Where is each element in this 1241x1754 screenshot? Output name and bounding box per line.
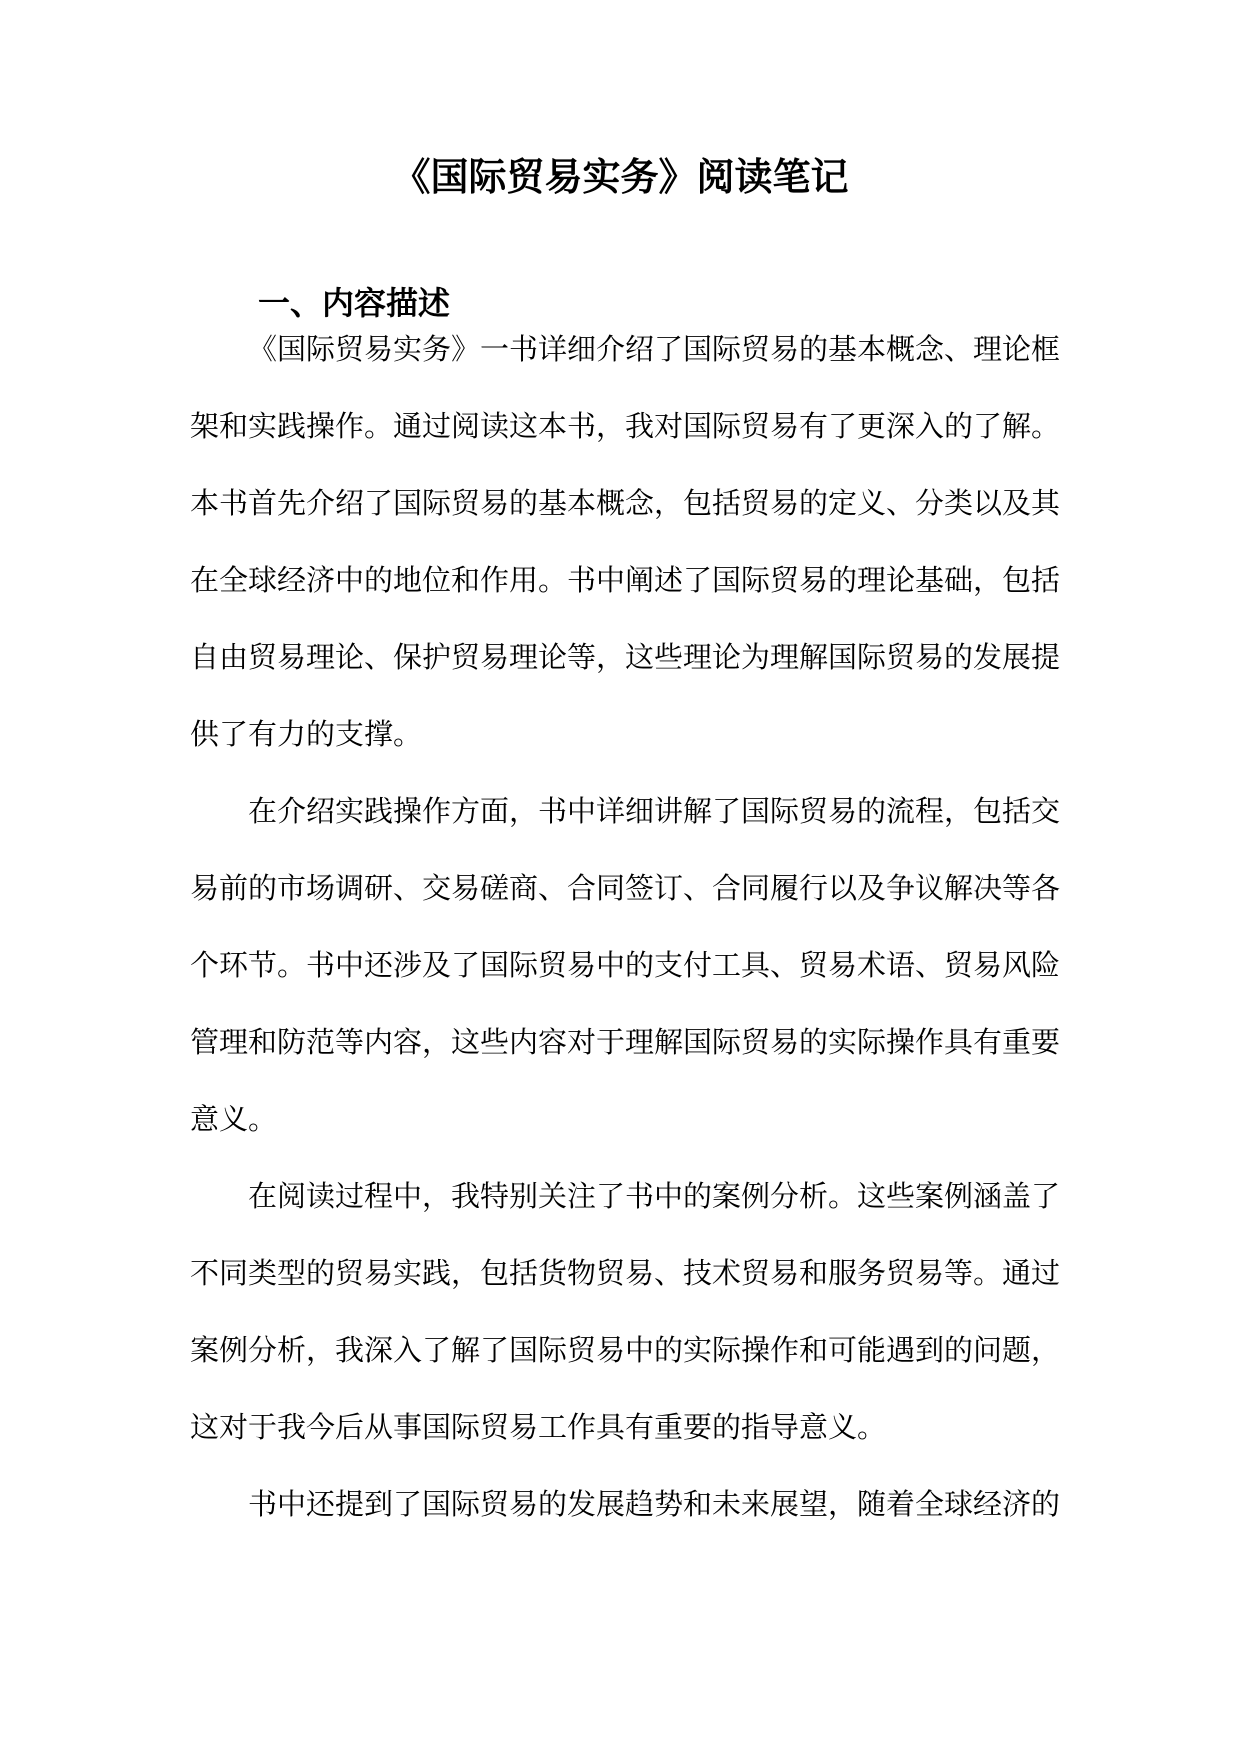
paragraph-line: 书中还提到了国际贸易的发展趋势和未来展望，随着全球经济的 [248, 1487, 1061, 1521]
paragraph-line: 供了有力的支撑。 [190, 717, 423, 751]
paragraph-line: 本书首先介绍了国际贸易的基本概念，包括贸易的定义、分类以及其 [190, 486, 1061, 520]
paragraph-line: 易前的市场调研、交易磋商、合同签订、合同履行以及争议解决等各 [190, 871, 1061, 905]
paragraph-line: 不同类型的贸易实践，包括货物贸易、技术贸易和服务贸易等。通过 [190, 1256, 1061, 1290]
paragraph-line: 案例分析，我深入了解了国际贸易中的实际操作和可能遇到的问题， [190, 1333, 1061, 1367]
paragraph-line: 在阅读过程中，我特别关注了书中的案例分析。这些案例涵盖了 [248, 1179, 1061, 1213]
paragraph-line: 这对于我今后从事国际贸易工作具有重要的指导意义。 [190, 1410, 887, 1444]
paragraph-line: 管理和防范等内容，这些内容对于理解国际贸易的实际操作具有重要 [190, 1025, 1061, 1059]
document-title: 《国际贸易实务》阅读笔记 [392, 155, 849, 199]
section-heading: 一、内容描述 [258, 284, 451, 322]
paragraph-line: 在全球经济中的地位和作用。书中阐述了国际贸易的理论基础，包括 [190, 563, 1061, 597]
paragraph-line: 个环节。书中还涉及了国际贸易中的支付工具、贸易术语、贸易风险 [190, 948, 1061, 982]
paragraph-line: 在介绍实践操作方面，书中详细讲解了国际贸易的流程，包括交 [248, 794, 1061, 828]
paragraph-line: 自由贸易理论、保护贸易理论等，这些理论为理解国际贸易的发展提 [190, 640, 1061, 674]
paragraph-2 [190, 789, 1060, 1174]
paragraph-line: 架和实践操作。通过阅读这本书，我对国际贸易有了更深入的了解。 [190, 409, 1061, 443]
paragraph-3 [190, 1174, 1060, 1482]
paragraph-4 [190, 1482, 1060, 1559]
paragraph-line: 意义。 [190, 1102, 278, 1136]
paragraph-line: 《国际贸易实务》一书详细介绍了国际贸易的基本概念、理论框 [248, 332, 1061, 366]
paragraph-1 [190, 327, 1060, 789]
